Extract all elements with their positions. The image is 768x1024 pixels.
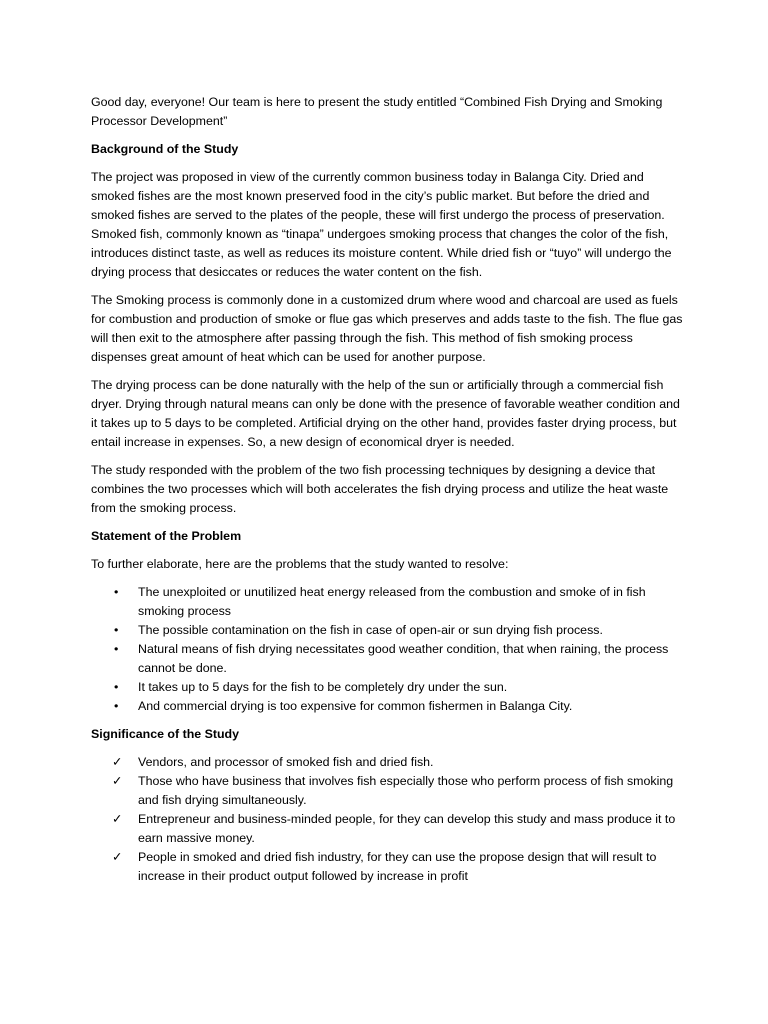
problem-list — [91, 583, 683, 716]
significance-list — [91, 753, 683, 886]
significance-item — [91, 810, 683, 848]
background-paragraph-4: The study responded with the problem of the two fish processing techniques by designing a device that combines the two processes which will both accelerates the fish drying process and utilize the heat waste from the smoking process. — [91, 463, 669, 515]
checkmark-icon: ✓ — [112, 812, 123, 826]
significance-item-text: Entrepreneur and business-minded people, for they can develop this study and mass produce it to earn massive money. — [138, 812, 676, 845]
significance-heading: Significance of the Study — [91, 727, 240, 741]
problem-item: • Natural means of fish drying necessitates good weather condition, that when raining, the process cannot be done. — [91, 640, 683, 678]
significance-item-text: Those who have business that involves fish especially those who perform process of fish smoking and fish drying simultaneously. — [138, 774, 674, 807]
checkmark-icon: ✓ — [112, 850, 123, 864]
problem-intro: To further elaborate, here are the problems that the study wanted to resolve: — [91, 557, 509, 571]
significance-item — [91, 753, 683, 772]
significance-item — [91, 848, 683, 886]
background-paragraph-2: The Smoking process is commonly done in a customized drum where wood and charcoal are used as fuels for combustion and production of smoke or flue gas which preserves and adds taste to the fish. The flue gas will then exit to the atmosphere after passing through the fish. This method of fish smoking process dispenses great amount of heat which can be used for another purpose. — [91, 293, 683, 364]
background-heading: Background of the Study — [91, 142, 239, 156]
problem-item: • The unexploited or unutilized heat energy released from the combustion and smoke of in fish smoking process — [91, 583, 683, 621]
document-page — [91, 93, 683, 895]
background-paragraph-3: The drying process can be done naturally with the help of the sun or artificially through a commercial fish dryer. Drying through natural means can only be done with the presence of favorable weather condition and it takes up to 5 days to be completed. Artificial drying on the other hand, provides faster drying process, but entail increase in expenses. So, a new design of economical dryer is needed. — [91, 378, 680, 449]
significance-item-text: Vendors, and processor of smoked fish and dried fish. — [138, 755, 434, 769]
significance-item — [91, 772, 683, 810]
significance-item-text: People in smoked and dried fish industry, for they can use the propose design that will result to increase in their product output followed by increase in profit — [138, 850, 657, 883]
problem-heading: Statement of the Problem — [91, 529, 242, 543]
background-paragraph-1: The project was proposed in view of the currently common business today in Balanga City. Dried and smoked fishes are the most known preserved food in the city’s public market. But before the dried and smoked fishes are served to the plates of the people, these will first undergo the process of preservation. Smoked fish, commonly known as “tinapa” undergoes smoking process that changes the color of the fish, introduces distinct taste, as well as reduces its moisture content. While dried fish or “tuyo” will undergo the drying process that desiccates or reduces the water content on the fish. — [91, 170, 672, 279]
checkmark-icon: ✓ — [112, 755, 123, 769]
problem-item: • And commercial drying is too expensive for common fishermen in Balanga City. — [91, 697, 683, 716]
intro-paragraph: Good day, everyone! Our team is here to present the study entitled “Combined Fish Drying and Smoking Processor Development” — [91, 95, 663, 128]
problem-item: • It takes up to 5 days for the fish to be completely dry under the sun. — [91, 678, 683, 697]
checkmark-icon: ✓ — [112, 774, 123, 788]
problem-item: • The possible contamination on the fish in case of open-air or sun drying fish process. — [91, 621, 683, 640]
